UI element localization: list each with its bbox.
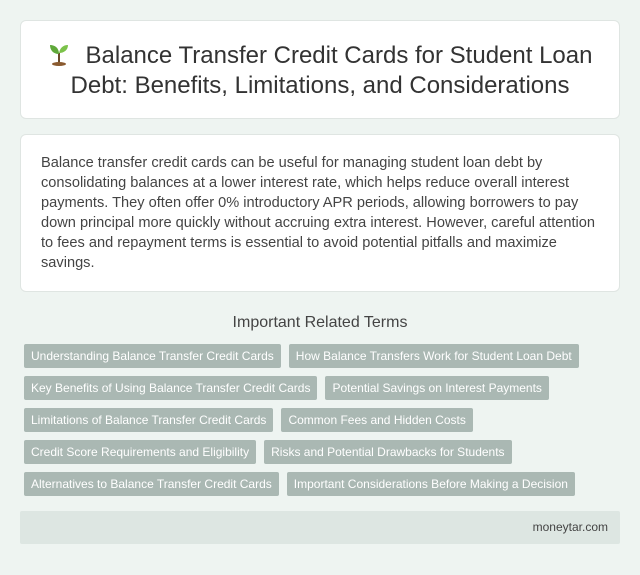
related-term-tag[interactable]: Important Considerations Before Making a Decision xyxy=(287,472,575,496)
sprout-icon xyxy=(48,42,70,66)
related-term-tag[interactable]: Common Fees and Hidden Costs xyxy=(281,408,472,432)
related-term-tag[interactable]: How Balance Transfers Work for Student Loan Debt xyxy=(289,344,579,368)
footer xyxy=(20,511,620,544)
related-term-tag[interactable]: Credit Score Requirements and Eligibility xyxy=(24,440,256,464)
tag-row xyxy=(24,472,624,496)
tag-row xyxy=(24,408,624,432)
related-term-tag[interactable]: Key Benefits of Using Balance Transfer Credit Cards xyxy=(24,376,317,400)
related-term-tag[interactable]: Potential Savings on Interest Payments xyxy=(325,376,548,400)
intro-card xyxy=(20,134,620,292)
footer-site-link[interactable]: moneytar.com xyxy=(532,520,608,534)
related-term-tag[interactable]: Risks and Potential Drawbacks for Students xyxy=(264,440,511,464)
page-title-text: Balance Transfer Credit Cards for Student Loan Debt: Benefits, Limitations, and Considerations xyxy=(70,42,593,99)
title-card xyxy=(20,20,620,119)
related-term-tag[interactable]: Alternatives to Balance Transfer Credit Cards xyxy=(24,472,279,496)
page-title xyxy=(41,41,599,101)
related-term-tag[interactable]: Limitations of Balance Transfer Credit Cards xyxy=(24,408,273,432)
related-terms-heading: Important Related Terms xyxy=(232,314,408,331)
tag-row xyxy=(24,344,624,368)
tag-row xyxy=(24,440,624,464)
related-terms-list xyxy=(24,344,624,504)
related-term-tag[interactable]: Understanding Balance Transfer Credit Cards xyxy=(24,344,281,368)
tag-row xyxy=(24,376,624,400)
intro-text: Balance transfer credit cards can be useful for managing student loan debt by consolidating balances at a lower interest rate, which helps reduce overall interest payments. They often offer 0% introductory APR periods, allowing borrowers to pay down principal more quickly without accruing extra interest. However, careful attention to fees and repayment terms is essential to avoid potential pitfalls and maximize savings. xyxy=(41,155,596,271)
